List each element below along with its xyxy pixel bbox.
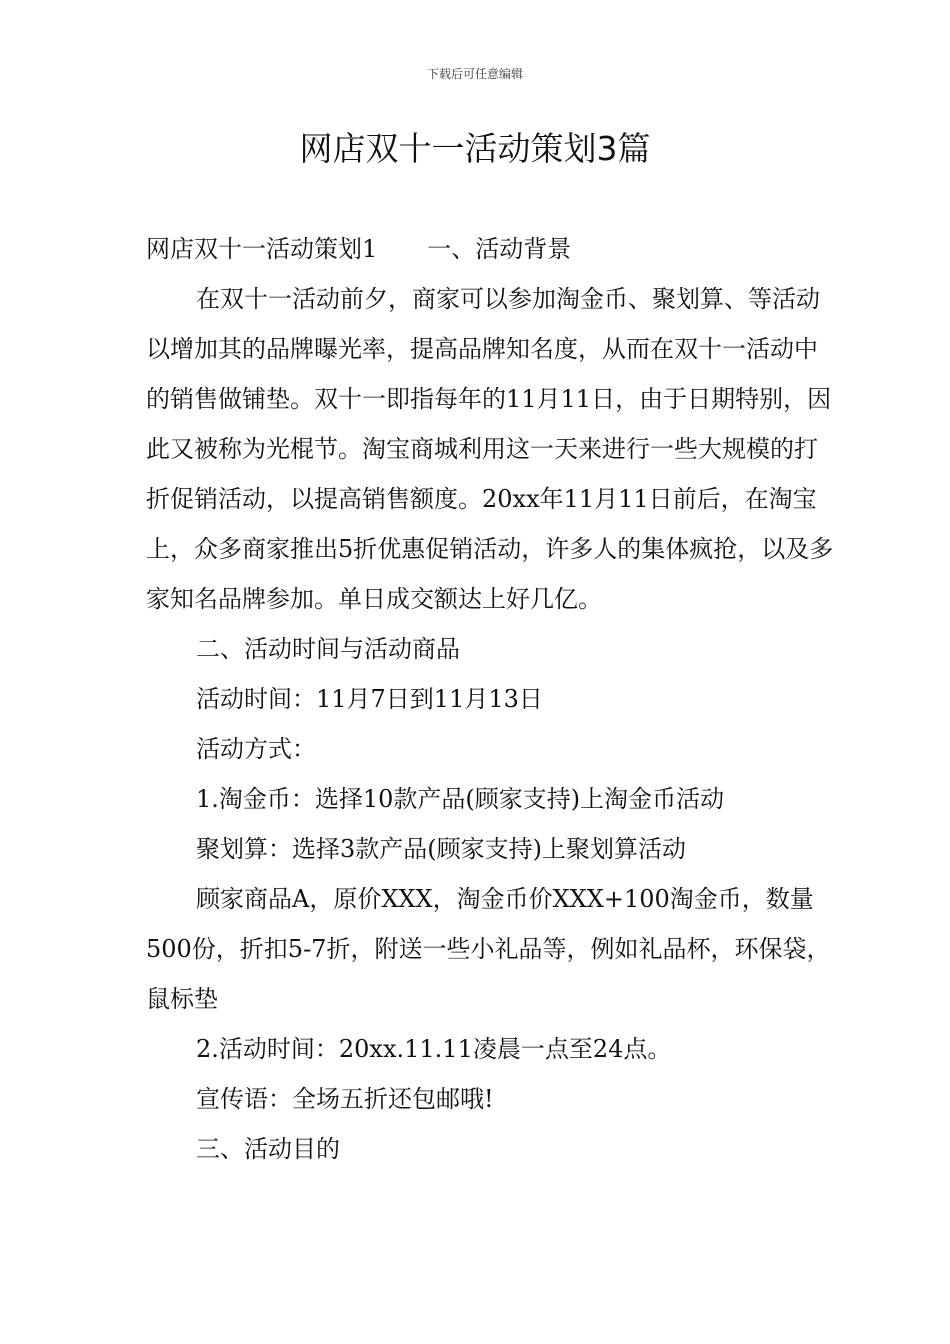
- section-heading-background: 一、活动背景: [427, 235, 572, 263]
- paragraph-activity-time: 活动时间：11月7日到11月13日: [196, 685, 543, 713]
- section-heading-purpose: 三、活动目的: [196, 1135, 340, 1163]
- plan-intro-line: [146, 224, 836, 274]
- paragraph-juhuasuan: 聚划算：选择3款产品(顾家支持)上聚划算活动: [196, 835, 686, 863]
- paragraph-product-a: 顾家商品A，原价XXX，淘金币价XXX+100淘金币，数量500份，折扣5-7折，附送一些小礼品等，例如礼品杯，环保袋，鼠标垫: [146, 885, 831, 1013]
- section-heading-time-products: 二、活动时间与活动商品: [196, 635, 460, 663]
- paragraph-taojinbi: 1.淘金币：选择10款产品(顾家支持)上淘金币活动: [196, 785, 725, 813]
- paragraph-activity-time-2: 2.活动时间：20xx.11.11凌晨一点至24点。: [196, 1035, 672, 1063]
- paragraph-background: 在双十一活动前夕，商家可以参加淘金币、聚划算、等活动以增加其的品牌曝光率，提高品牌知名度，从而在双十一活动中的销售做铺垫。双十一即指每年的11月11日，由于日期特别，因此又被称为光棍节。淘宝商城利用这一天来进行一些大规模的打折促销活动，以提高销售额度。20xx年11月11日前后，在淘宝上，众多商家推出5折优惠促销活动，许多人的集体疯抢，以及多家知名品牌参加。单日成交额达上好几亿。: [146, 285, 834, 613]
- paragraph-activity-method: 活动方式：: [196, 735, 316, 763]
- paragraph-slogan: 宣传语：全场五折还包邮哦!: [196, 1085, 494, 1113]
- document-body: [146, 224, 836, 1174]
- header-note: 下载后可任意编辑: [426, 67, 523, 81]
- document-title: 网店双十一活动策划3篇: [299, 129, 651, 168]
- plan-label: 网店双十一活动策划1: [146, 235, 378, 263]
